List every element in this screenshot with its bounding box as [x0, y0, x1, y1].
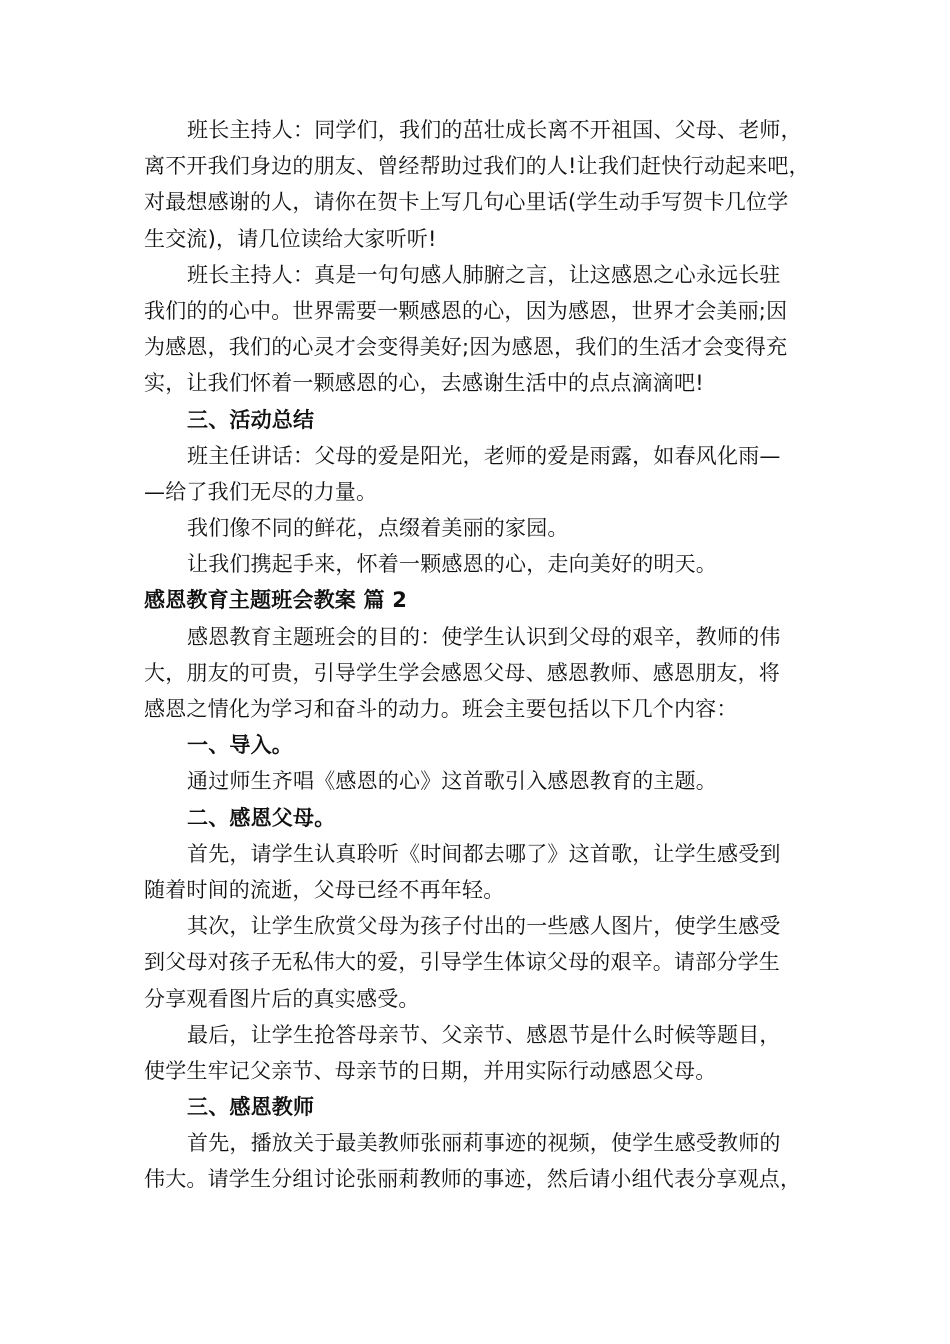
paragraph-line: 对最想感谢的人，请你在贺卡上写几句心里话(学生动手写贺卡几位学 [144, 190, 789, 215]
paragraph-line: 分享观看图片后的真实感受。 [144, 986, 420, 1011]
section-heading: 感恩教育主题班会教案 篇 2 [144, 588, 408, 613]
paragraph-line: 让我们携起手来，怀着一颗感恩的心，走向美好的明天。 [187, 552, 717, 577]
paragraph-line: 其次，让学生欣赏父母为孩子付出的一些感人图片，使学生感受 [187, 914, 781, 939]
paragraph-line: —给了我们无尽的力量。 [144, 479, 378, 504]
paragraph-line: 班主任讲话：父母的爱是阳光，老师的爱是雨露，如春风化雨— [187, 443, 781, 468]
paragraph-line: 首先，请学生认真聆听《时间都去哪了》这首歌，让学生感受到 [187, 841, 781, 866]
paragraph-line: 班长主持人：同学们，我们的茁壮成长离不开祖国、父母、老师， [187, 118, 802, 142]
section-heading: 一、导入。 [187, 733, 293, 758]
paragraph-line: 感恩教育主题班会的目的：使学生认识到父母的艰辛，教师的伟 [187, 624, 781, 649]
paragraph-line: 离不开我们身边的朋友、曾经帮助过我们的人!让我们赶快行动起来吧， [144, 154, 810, 179]
paragraph-line: 生交流)，请几位读给大家听听! [144, 226, 437, 251]
paragraph-line: 到父母对孩子无私伟大的爱，引导学生体谅父母的艰辛。请部分学生 [144, 950, 780, 975]
section-heading: 二、感恩父母。 [187, 805, 336, 830]
paragraph-line: 随着时间的流逝，父母已经不再年轻。 [144, 877, 505, 902]
paragraph-line: 最后，让学生抢答母亲节、父亲节、感恩节是什么时候等题目， [187, 1022, 781, 1047]
paragraph-line: 班长主持人：真是一句句感人肺腑之言，让这感恩之心永远长驻 [187, 262, 781, 287]
paragraph-line: 使学生牢记父亲节、母亲节的日期，并用实际行动感恩父母。 [144, 1058, 717, 1083]
document-page [144, 112, 824, 1198]
paragraph-line: 实，让我们怀着一颗感恩的心，去感谢生活中的点点滴滴吧! [144, 371, 704, 396]
paragraph-line: 为感恩，我们的心灵才会变得美好;因为感恩，我们的生活才会变得充 [144, 335, 788, 360]
paragraph-line: 大，朋友的可贵，引导学生学会感恩父母、感恩教师、感恩朋友，将 [144, 660, 780, 685]
paragraph-line: 通过师生齐唱《感恩的心》这首歌引入感恩教育的主题。 [187, 769, 717, 794]
section-heading: 三、感恩教师 [187, 1095, 315, 1120]
paragraph-line: 我们的的心中。世界需要一颗感恩的心，因为感恩，世界才会美丽;因 [144, 298, 788, 323]
paragraph-line: 我们像不同的鲜花，点缀着美丽的家园。 [187, 516, 569, 541]
paragraph-line: 感恩之情化为学习和奋斗的动力。班会主要包括以下几个内容： [144, 697, 738, 721]
paragraph-line: 伟大。请学生分组讨论张丽莉教师的事迹，然后请小组代表分享观点， [144, 1167, 802, 1192]
section-heading: 三、活动总结 [187, 407, 315, 432]
paragraph-line: 首先，播放关于最美教师张丽莉事迹的视频，使学生感受教师的 [187, 1131, 781, 1156]
